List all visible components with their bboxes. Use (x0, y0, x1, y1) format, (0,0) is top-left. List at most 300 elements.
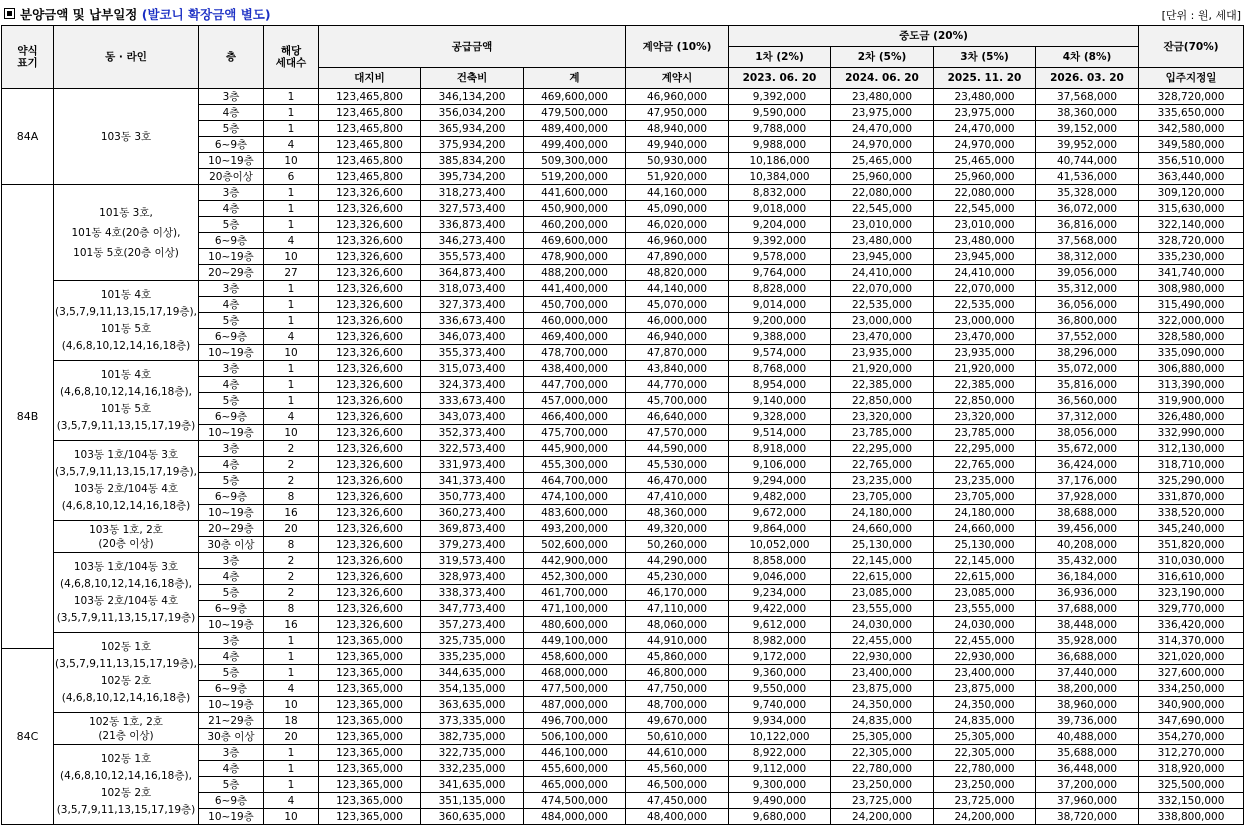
table-cell: 499,400,000 (524, 137, 626, 153)
table-cell: 3층 (199, 441, 264, 457)
table-cell: 123,326,600 (319, 569, 421, 585)
table-cell: 36,560,000 (1036, 393, 1139, 409)
table-cell: 36,184,000 (1036, 569, 1139, 585)
table-cell: 25,465,000 (831, 153, 934, 169)
table-cell: 21,920,000 (934, 361, 1036, 377)
table-cell: 455,300,000 (524, 457, 626, 473)
table-cell: 2 (264, 569, 319, 585)
table-row (2, 633, 1244, 649)
table-cell: 10,052,000 (729, 537, 831, 553)
table-cell: 40,488,000 (1036, 729, 1139, 745)
table-cell: 47,870,000 (626, 345, 729, 361)
table-cell: 22,615,000 (934, 569, 1036, 585)
table-cell: 24,970,000 (934, 137, 1036, 153)
table-cell: 123,326,600 (319, 297, 421, 313)
table-cell: 457,000,000 (524, 393, 626, 409)
table-cell: 335,235,000 (421, 649, 524, 665)
table-cell: 22,080,000 (831, 185, 934, 201)
table-cell: 10~19층 (199, 153, 264, 169)
table-cell: 46,500,000 (626, 777, 729, 793)
table-cell: 123,326,600 (319, 329, 421, 345)
table-cell: 22,850,000 (831, 393, 934, 409)
table-cell: 336,873,400 (421, 217, 524, 233)
table-cell: 1 (264, 89, 319, 105)
table-cell: 441,400,000 (524, 281, 626, 297)
table-cell: 349,580,000 (1139, 137, 1244, 153)
table-cell: 2 (264, 553, 319, 569)
table-cell: 23,085,000 (831, 585, 934, 601)
table-cell: 328,720,000 (1139, 233, 1244, 249)
table-cell: 341,373,400 (421, 473, 524, 489)
table-cell: 447,700,000 (524, 377, 626, 393)
table-cell: 323,190,000 (1139, 585, 1244, 601)
header-balance-sub: 입주지정일 (1139, 68, 1244, 89)
header-floor: 층 (199, 26, 264, 89)
table-cell: 344,635,000 (421, 665, 524, 681)
table-cell: 4층 (199, 377, 264, 393)
table-cell: 38,296,000 (1036, 345, 1139, 361)
table-cell: 341,635,000 (421, 777, 524, 793)
table-cell: 324,373,400 (421, 377, 524, 393)
table-cell: 8,858,000 (729, 553, 831, 569)
table-cell: 48,400,000 (626, 809, 729, 825)
table-cell: 123,465,800 (319, 137, 421, 153)
header-d2: 2024. 06. 20 (831, 68, 934, 89)
table-cell: 30층 이상 (199, 537, 264, 553)
table-cell: 360,273,400 (421, 505, 524, 521)
table-cell: 123,326,600 (319, 361, 421, 377)
table-cell: 123,326,600 (319, 377, 421, 393)
table-cell: 22,615,000 (831, 569, 934, 585)
table-cell: 489,400,000 (524, 121, 626, 137)
table-cell: 123,326,600 (319, 217, 421, 233)
header-build: 건축비 (421, 68, 524, 89)
table-cell: 321,020,000 (1139, 649, 1244, 665)
table-row (2, 361, 1244, 377)
table-cell: 335,090,000 (1139, 345, 1244, 361)
table-cell: 123,365,000 (319, 633, 421, 649)
table-cell: 2 (264, 585, 319, 601)
dong-line-cell: 101동 3호, 101동 4호(20층 이상), 101동 5호(20층 이상) (54, 185, 199, 281)
table-cell: 22,295,000 (831, 441, 934, 457)
table-cell: 37,200,000 (1036, 777, 1139, 793)
table-cell: 322,000,000 (1139, 313, 1244, 329)
table-cell: 9,172,000 (729, 649, 831, 665)
table-cell: 48,360,000 (626, 505, 729, 521)
table-cell: 45,860,000 (626, 649, 729, 665)
table-cell: 2 (264, 457, 319, 473)
table-cell: 38,360,000 (1036, 105, 1139, 121)
table-cell: 36,448,000 (1036, 761, 1139, 777)
table-cell: 44,910,000 (626, 633, 729, 649)
table-cell: 22,455,000 (831, 633, 934, 649)
unit-note: [단위 : 원, 세대] (1161, 9, 1241, 22)
table-cell: 123,326,600 (319, 201, 421, 217)
title-note: (발코니 확장금액 별도) (141, 7, 271, 22)
table-cell: 123,465,800 (319, 89, 421, 105)
table-cell: 9,590,000 (729, 105, 831, 121)
table-cell: 487,000,000 (524, 697, 626, 713)
page-title (4, 5, 271, 23)
table-cell: 335,650,000 (1139, 105, 1244, 121)
table-cell: 123,326,600 (319, 409, 421, 425)
table-cell: 369,873,400 (421, 521, 524, 537)
table-cell: 45,230,000 (626, 569, 729, 585)
table-cell: 50,610,000 (626, 729, 729, 745)
table-cell: 123,365,000 (319, 681, 421, 697)
table-cell: 6~9층 (199, 601, 264, 617)
table-cell: 338,800,000 (1139, 809, 1244, 825)
table-cell: 24,970,000 (831, 137, 934, 153)
table-cell: 338,520,000 (1139, 505, 1244, 521)
table-cell: 40,208,000 (1036, 537, 1139, 553)
table-cell: 1 (264, 361, 319, 377)
table-cell: 23,975,000 (934, 105, 1036, 121)
table-cell: 22,305,000 (934, 745, 1036, 761)
table-cell: 9,392,000 (729, 89, 831, 105)
table-cell: 24,660,000 (831, 521, 934, 537)
table-cell: 20 (264, 729, 319, 745)
table-cell: 8 (264, 601, 319, 617)
table-cell: 496,700,000 (524, 713, 626, 729)
table-cell: 23,480,000 (934, 233, 1036, 249)
table-cell: 23,975,000 (831, 105, 934, 121)
table-cell: 48,060,000 (626, 617, 729, 633)
table-row (2, 745, 1244, 761)
table-cell: 2 (264, 473, 319, 489)
table-cell: 446,100,000 (524, 745, 626, 761)
table-cell: 47,750,000 (626, 681, 729, 697)
table-cell: 22,545,000 (934, 201, 1036, 217)
table-cell: 346,134,200 (421, 89, 524, 105)
table-cell: 336,673,400 (421, 313, 524, 329)
table-cell: 39,952,000 (1036, 137, 1139, 153)
table-cell: 8 (264, 489, 319, 505)
table-cell: 318,920,000 (1139, 761, 1244, 777)
table-cell: 123,365,000 (319, 745, 421, 761)
header-dong: 동 · 라인 (54, 26, 199, 89)
table-cell: 342,580,000 (1139, 121, 1244, 137)
table-cell: 351,820,000 (1139, 537, 1244, 553)
table-cell: 356,510,000 (1139, 153, 1244, 169)
table-cell: 123,365,000 (319, 793, 421, 809)
table-cell: 123,326,600 (319, 489, 421, 505)
table-cell: 45,700,000 (626, 393, 729, 409)
table-cell: 332,235,000 (421, 761, 524, 777)
table-cell: 43,840,000 (626, 361, 729, 377)
table-cell: 22,765,000 (934, 457, 1036, 473)
table-cell: 1 (264, 761, 319, 777)
table-cell: 464,700,000 (524, 473, 626, 489)
table-cell: 123,365,000 (319, 697, 421, 713)
table-cell: 24,030,000 (934, 617, 1036, 633)
table-cell: 23,400,000 (934, 665, 1036, 681)
table-cell: 123,365,000 (319, 729, 421, 745)
table-cell: 9,934,000 (729, 713, 831, 729)
table-cell: 328,580,000 (1139, 329, 1244, 345)
table-cell: 356,034,200 (421, 105, 524, 121)
table-cell: 24,200,000 (831, 809, 934, 825)
title-main: 분양금액 및 납부일정 (20, 7, 138, 22)
table-cell: 23,235,000 (934, 473, 1036, 489)
table-cell: 1 (264, 777, 319, 793)
table-cell: 9,112,000 (729, 761, 831, 777)
table-cell: 334,250,000 (1139, 681, 1244, 697)
table-cell: 1 (264, 297, 319, 313)
table-cell: 44,770,000 (626, 377, 729, 393)
table-cell: 47,570,000 (626, 425, 729, 441)
table-cell: 23,010,000 (934, 217, 1036, 233)
table-cell: 318,710,000 (1139, 457, 1244, 473)
table-cell: 24,410,000 (934, 265, 1036, 281)
table-cell: 6~9층 (199, 489, 264, 505)
table-cell: 123,326,600 (319, 601, 421, 617)
table-cell: 478,700,000 (524, 345, 626, 361)
table-cell: 465,000,000 (524, 777, 626, 793)
table-cell: 329,770,000 (1139, 601, 1244, 617)
table-cell: 328,720,000 (1139, 89, 1244, 105)
table-cell: 352,373,400 (421, 425, 524, 441)
table-cell: 23,785,000 (934, 425, 1036, 441)
table-cell: 35,688,000 (1036, 745, 1139, 761)
table-cell: 45,090,000 (626, 201, 729, 217)
table-cell: 38,688,000 (1036, 505, 1139, 521)
table-cell: 22,305,000 (831, 745, 934, 761)
table-cell: 10 (264, 345, 319, 361)
header-middle: 중도금 (20%) (729, 26, 1139, 47)
table-cell: 9,140,000 (729, 393, 831, 409)
table-cell: 24,180,000 (831, 505, 934, 521)
table-cell: 354,270,000 (1139, 729, 1244, 745)
table-cell: 37,552,000 (1036, 329, 1139, 345)
table-cell: 23,555,000 (831, 601, 934, 617)
header-m4: 4차 (8%) (1036, 47, 1139, 68)
table-cell: 25,130,000 (934, 537, 1036, 553)
table-cell: 9,234,000 (729, 585, 831, 601)
type-cell: 84A (2, 89, 54, 185)
table-cell: 47,950,000 (626, 105, 729, 121)
table-cell: 123,326,600 (319, 393, 421, 409)
table-cell: 22,765,000 (831, 457, 934, 473)
table-cell: 8,922,000 (729, 745, 831, 761)
table-cell: 461,700,000 (524, 585, 626, 601)
table-cell: 35,312,000 (1036, 281, 1139, 297)
table-cell: 3층 (199, 633, 264, 649)
table-cell: 27 (264, 265, 319, 281)
table-cell: 22,545,000 (831, 201, 934, 217)
table-cell: 25,305,000 (934, 729, 1036, 745)
table-cell: 10,186,000 (729, 153, 831, 169)
table-cell: 10~19층 (199, 345, 264, 361)
table-cell: 24,660,000 (934, 521, 1036, 537)
table-cell: 351,135,000 (421, 793, 524, 809)
table-header (2, 26, 1244, 89)
table-cell: 484,000,000 (524, 809, 626, 825)
table-cell: 123,365,000 (319, 649, 421, 665)
dong-line-cell: 103동 1호/104동 3호 (3,5,7,9,11,13,15,17,19층), 103동 2호/104동 4호 (4,6,8,10,12,14,16,18층) (54, 441, 199, 521)
table-cell: 318,073,400 (421, 281, 524, 297)
table-cell: 8,982,000 (729, 633, 831, 649)
table-cell: 22,070,000 (831, 281, 934, 297)
table-cell: 123,326,600 (319, 233, 421, 249)
table-cell: 379,273,400 (421, 537, 524, 553)
header-land: 대지비 (319, 68, 421, 89)
table-cell: 469,600,000 (524, 89, 626, 105)
table-cell: 338,373,400 (421, 585, 524, 601)
table-cell: 312,270,000 (1139, 745, 1244, 761)
table-cell: 479,500,000 (524, 105, 626, 121)
table-cell: 35,928,000 (1036, 633, 1139, 649)
table-cell: 24,350,000 (934, 697, 1036, 713)
table-cell: 9,422,000 (729, 601, 831, 617)
table-cell: 123,326,600 (319, 441, 421, 457)
table-cell: 468,000,000 (524, 665, 626, 681)
table-cell: 4층 (199, 569, 264, 585)
header-m3: 3차 (5%) (934, 47, 1036, 68)
table-cell: 1 (264, 281, 319, 297)
table-cell: 123,326,600 (319, 521, 421, 537)
table-cell: 22,780,000 (831, 761, 934, 777)
table-cell: 313,390,000 (1139, 377, 1244, 393)
table-cell: 354,135,000 (421, 681, 524, 697)
header-contract-sub: 계약시 (626, 68, 729, 89)
table-cell: 10~19층 (199, 809, 264, 825)
table-cell: 1 (264, 201, 319, 217)
table-cell: 36,072,000 (1036, 201, 1139, 217)
table-cell: 24,180,000 (934, 505, 1036, 521)
table-cell: 375,934,200 (421, 137, 524, 153)
table-cell: 10 (264, 809, 319, 825)
table-cell: 38,448,000 (1036, 617, 1139, 633)
table-cell: 36,936,000 (1036, 585, 1139, 601)
table-cell: 332,150,000 (1139, 793, 1244, 809)
table-cell: 458,600,000 (524, 649, 626, 665)
table-cell: 23,010,000 (831, 217, 934, 233)
table-cell: 474,100,000 (524, 489, 626, 505)
table-cell: 5층 (199, 665, 264, 681)
table-cell: 123,365,000 (319, 665, 421, 681)
table-cell: 24,835,000 (934, 713, 1036, 729)
table-cell: 1 (264, 217, 319, 233)
table-cell: 9,482,000 (729, 489, 831, 505)
table-cell: 335,230,000 (1139, 249, 1244, 265)
table-cell: 308,980,000 (1139, 281, 1244, 297)
table-cell: 22,295,000 (934, 441, 1036, 457)
table-cell: 23,705,000 (831, 489, 934, 505)
table-cell: 46,000,000 (626, 313, 729, 329)
table-cell: 306,880,000 (1139, 361, 1244, 377)
table-cell: 24,835,000 (831, 713, 934, 729)
table-cell: 483,600,000 (524, 505, 626, 521)
table-cell: 23,480,000 (831, 89, 934, 105)
table-cell: 3층 (199, 745, 264, 761)
table-cell: 445,900,000 (524, 441, 626, 457)
table-cell: 8,918,000 (729, 441, 831, 457)
table-cell: 10~19층 (199, 425, 264, 441)
table-cell: 309,120,000 (1139, 185, 1244, 201)
table-cell: 22,385,000 (934, 377, 1036, 393)
header-type: 약식 표기 (2, 26, 54, 89)
table-cell: 509,300,000 (524, 153, 626, 169)
table-cell: 2 (264, 441, 319, 457)
table-cell: 3층 (199, 361, 264, 377)
table-cell: 9,612,000 (729, 617, 831, 633)
table-cell: 123,465,800 (319, 153, 421, 169)
table-cell: 9,294,000 (729, 473, 831, 489)
table-cell: 9,864,000 (729, 521, 831, 537)
table-cell: 10 (264, 697, 319, 713)
table-cell: 36,800,000 (1036, 313, 1139, 329)
table-cell: 10~19층 (199, 249, 264, 265)
table-cell: 16 (264, 617, 319, 633)
table-cell: 336,420,000 (1139, 617, 1244, 633)
table-cell: 9,764,000 (729, 265, 831, 281)
table-cell: 10 (264, 425, 319, 441)
table-cell: 25,960,000 (831, 169, 934, 185)
table-cell: 37,440,000 (1036, 665, 1139, 681)
table-cell: 477,500,000 (524, 681, 626, 697)
table-cell: 471,100,000 (524, 601, 626, 617)
table-cell: 23,250,000 (934, 777, 1036, 793)
table-cell: 30층 이상 (199, 729, 264, 745)
table-cell: 23,935,000 (934, 345, 1036, 361)
table-cell: 16 (264, 505, 319, 521)
table-cell: 3층 (199, 553, 264, 569)
table-cell: 22,145,000 (934, 553, 1036, 569)
table-cell: 23,785,000 (831, 425, 934, 441)
table-cell: 22,070,000 (934, 281, 1036, 297)
table-cell: 8,768,000 (729, 361, 831, 377)
table-cell: 1 (264, 633, 319, 649)
table-cell: 325,500,000 (1139, 777, 1244, 793)
table-cell: 45,530,000 (626, 457, 729, 473)
table-cell: 478,900,000 (524, 249, 626, 265)
table-row (2, 89, 1244, 105)
table-cell: 45,560,000 (626, 761, 729, 777)
table-cell: 20~29층 (199, 521, 264, 537)
table-cell: 455,600,000 (524, 761, 626, 777)
table-cell: 4층 (199, 761, 264, 777)
table-cell: 346,073,400 (421, 329, 524, 345)
table-cell: 382,735,000 (421, 729, 524, 745)
table-cell: 4 (264, 233, 319, 249)
table-cell: 23,705,000 (934, 489, 1036, 505)
table-cell: 49,320,000 (626, 521, 729, 537)
table-cell: 123,326,600 (319, 281, 421, 297)
table-cell: 1 (264, 745, 319, 761)
table-cell: 123,326,600 (319, 617, 421, 633)
table-cell: 6~9층 (199, 793, 264, 809)
table-cell: 37,176,000 (1036, 473, 1139, 489)
table-cell: 4층 (199, 297, 264, 313)
header-balance: 잔금(70%) (1139, 26, 1244, 68)
table-cell: 6~9층 (199, 409, 264, 425)
table-cell: 22,385,000 (831, 377, 934, 393)
table-cell: 123,326,600 (319, 553, 421, 569)
table-cell: 347,773,400 (421, 601, 524, 617)
table-cell: 333,673,400 (421, 393, 524, 409)
table-cell: 23,470,000 (934, 329, 1036, 345)
table-cell: 22,930,000 (831, 649, 934, 665)
table-cell: 363,440,000 (1139, 169, 1244, 185)
table-cell: 9,578,000 (729, 249, 831, 265)
table-cell: 9,300,000 (729, 777, 831, 793)
table-cell: 326,480,000 (1139, 409, 1244, 425)
table-cell: 22,535,000 (934, 297, 1036, 313)
table-cell: 9,490,000 (729, 793, 831, 809)
table-cell: 24,470,000 (934, 121, 1036, 137)
table-cell: 341,740,000 (1139, 265, 1244, 281)
